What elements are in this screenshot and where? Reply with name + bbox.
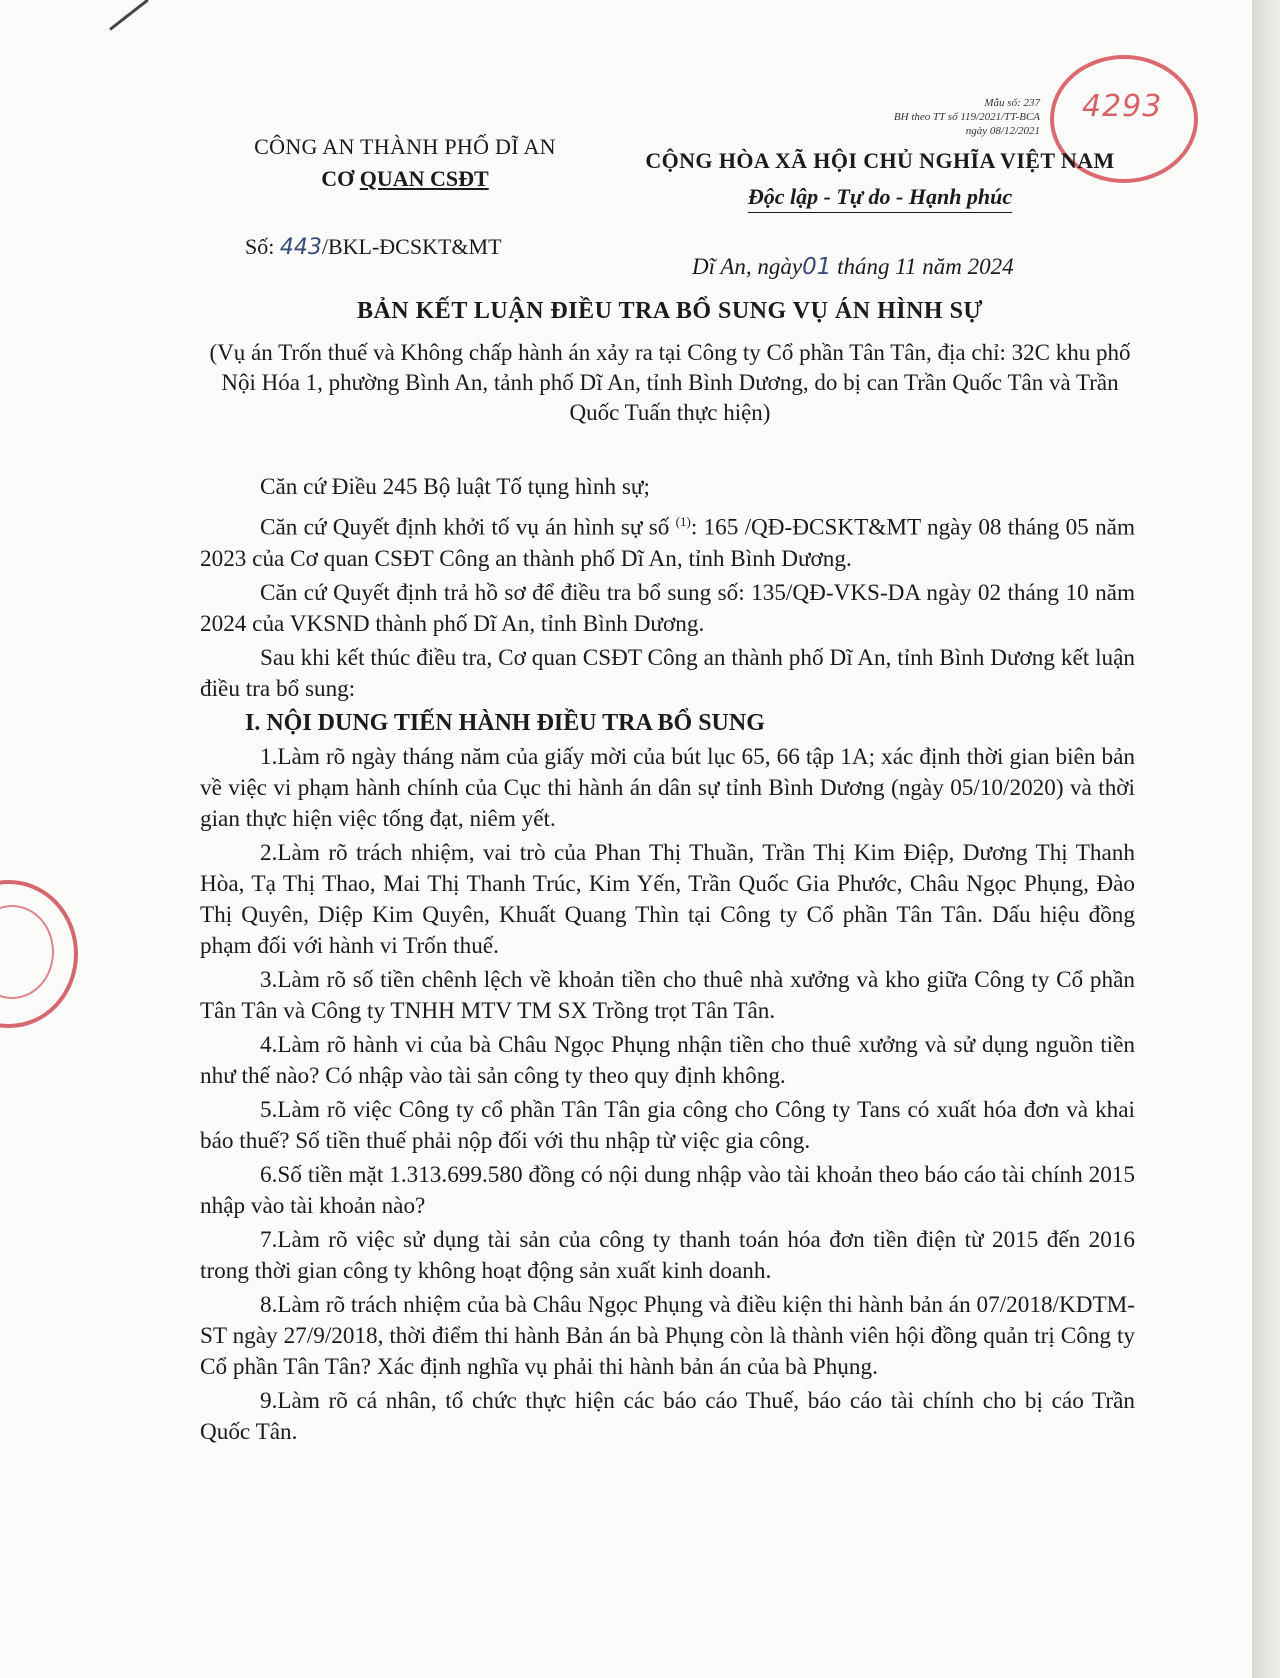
section-heading: I. NỘI DUNG TIẾN HÀNH ĐIỀU TRA BỔ SUNG xyxy=(245,709,765,736)
form-reference xyxy=(880,96,1040,138)
list-item: 5.Làm rõ việc Công ty cổ phần Tân Tân gia công cho Công ty Tans có xuất hóa đơn và khai báo thuế? Số tiền thuế phải nộp đối với thu nhập từ việc gia công. xyxy=(200,1096,1135,1154)
issuing-agency-block xyxy=(225,134,585,192)
stamp-number: 4293 xyxy=(1082,89,1163,124)
office-prefix: CƠ xyxy=(321,166,360,191)
date-day: 01 xyxy=(802,254,832,280)
form-ref-line: ngày 08/12/2021 xyxy=(965,125,1040,137)
footnote-mark: (1) xyxy=(675,514,691,529)
republic-name: CỘNG HÒA XÃ HỘI CHỦ NGHĨA VIỆT NAM xyxy=(645,148,1115,173)
form-ref-line: Mẫu số: 237 xyxy=(984,97,1040,109)
national-header-block xyxy=(620,148,1140,213)
p2-end: : 165 /QĐ-ĐCSKT&MT ngày 08 tháng 05 năm 2023 của Cơ quan CSĐT Công an thành phố Dĩ An, tỉnh Bình Dương. xyxy=(200,514,1135,572)
page-edge-shadow xyxy=(1252,0,1280,1678)
body-paragraph: Căn cứ Quyết định trả hồ sơ để điều tra bổ sung số: 135/QĐ-VKS-DA ngày 02 tháng 10 năm 2024 của VKSND thành phố Dĩ An, tỉnh Bình Dương. xyxy=(200,579,1135,637)
date-prefix: Dĩ An, ngày xyxy=(692,254,803,279)
docno-suffix: /BKL-ĐCSKT&MT xyxy=(321,234,502,259)
body-paragraph xyxy=(200,506,1135,575)
list-item: 2.Làm rõ trách nhiệm, vai trò của Phan Thị Thuần, Trần Thị Kim Điệp, Dương Thị Thanh Hòa, Tạ Thị Thao, Mai Thị Thanh Trúc, Kim Yến, Trần Quốc Gia Phước, Châu Ngọc Phụng, Đào Thị Quyên, Diệp Kim Quyên, Khuất Quang Thìn tại Công ty Cổ phần Tân Tân. Dấu hiệu đồng phạm đối với hành vi Trốn thuế. xyxy=(200,839,1135,959)
list-item: 9.Làm rõ cá nhân, tổ chức thực hiện các báo cáo Thuế, báo cáo tài chính cho bị cáo Trần Quốc Tân. xyxy=(200,1387,1135,1445)
list-item: 8.Làm rõ trách nhiệm của bà Châu Ngọc Phụng và điều kiện thi hành bản án 07/2018/KDTM-ST ngày 27/9/2018, thời điểm thi hành Bản án bà Phụng còn là thành viên hội đồng quản trị Công ty Cổ phần Tân Tân? Xác định nghĩa vụ phải thi hành bản án của bà Phụng. xyxy=(200,1291,1135,1380)
office-name xyxy=(225,166,585,192)
document-title: BẢN KẾT LUẬN ĐIỀU TRA BỔ SUNG VỤ ÁN HÌNH SỰ xyxy=(356,298,984,324)
document-date xyxy=(692,254,1014,280)
list-item: 7.Làm rõ việc sử dụng tài sản của công ty thanh toán hóa đơn tiền điện từ 2015 đến 2016 trong thời gian công ty không hoạt động sản xuất kinh doanh. xyxy=(200,1226,1135,1284)
national-motto: Độc lập - Tự do - Hạnh phúc xyxy=(748,184,1012,213)
p2-start: Căn cứ Quyết định khởi tố vụ án hình sự số xyxy=(260,514,676,541)
pen-stroke-mark xyxy=(109,0,149,31)
list-item: 3.Làm rõ số tiền chênh lệch về khoản tiền cho thuê nhà xưởng và kho giữa Công ty Cổ phần Tân Tân và Công ty TNHH MTV TM SX Trồng trọt Tân Tân. xyxy=(200,966,1135,1024)
list-item: 6.Số tiền mặt 1.313.699.580 đồng có nội dung nhập vào tài khoản theo báo cáo tài chính 2015 nhập vào tài khoản nào? xyxy=(200,1161,1135,1219)
list-item: 4.Làm rõ hành vi của bà Châu Ngọc Phụng nhận tiền cho thuê xưởng và sử dụng nguồn tiền như thế nào? Có nhập vào tài sản công ty theo quy định không. xyxy=(200,1031,1135,1089)
form-ref-line: BH theo TT số 119/2021/TT-BCA xyxy=(893,111,1040,123)
body-paragraph: Sau khi kết thúc điều tra, Cơ quan CSĐT Công an thành phố Dĩ An, tỉnh Bình Dương kết luận điều tra bổ sung: xyxy=(200,644,1135,702)
body-paragraph: Căn cứ Điều 245 Bộ luật Tố tụng hình sự; xyxy=(260,474,650,500)
docno-handwritten: 443 xyxy=(279,235,322,260)
date-rest: tháng 11 năm 2024 xyxy=(831,254,1014,279)
docno-prefix: Số: xyxy=(245,234,280,259)
agency-name: CÔNG AN THÀNH PHỐ DĨ AN xyxy=(254,134,556,159)
document-number xyxy=(245,234,502,260)
document-body xyxy=(200,472,1135,1451)
document-subtitle: (Vụ án Trốn thuế và Không chấp hành án xảy ra tại Công ty Cổ phần Tân Tân, địa chỉ: 32C khu phố Nội Hóa 1, phường Bình An, tảnh phố Dĩ An, tỉnh Bình Dương, do bị can Trần Quốc Tân và Trần Quốc Tuấn thực hiện) xyxy=(209,340,1131,425)
list-item: 1.Làm rõ ngày tháng năm của giấy mời của bút lục 65, 66 tập 1A; xác định thời gian biên bản về việc vi phạm hành chính của Cục thi hành án dân sự tỉnh Bình Dương (ngày 05/10/2020) và thời gian thực hiện việc tống đạt, niêm yết. xyxy=(200,743,1135,832)
office-underlined: QUAN CSĐT xyxy=(359,166,489,191)
